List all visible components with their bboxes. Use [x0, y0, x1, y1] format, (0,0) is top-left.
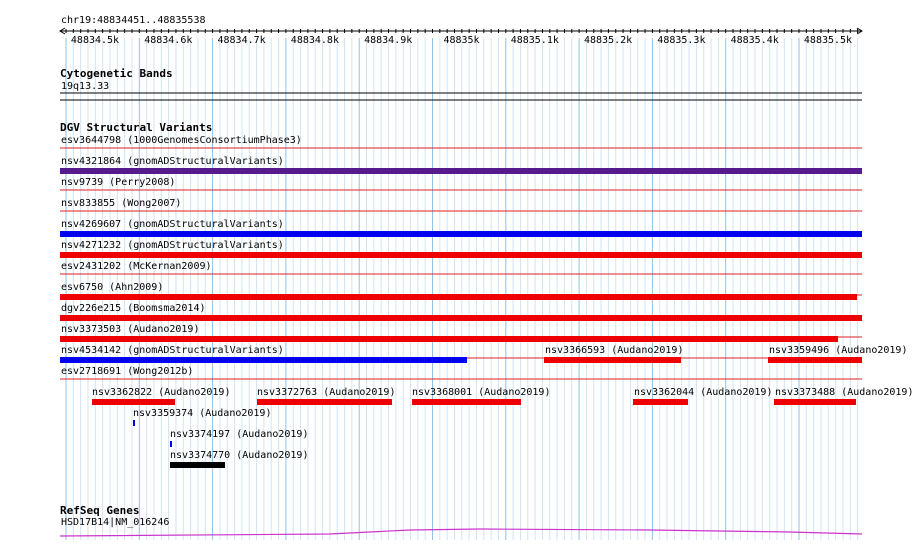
- dgv-variant-bar: [170, 462, 225, 468]
- dgv-feature-label[interactable]: nsv3359496 (Audano2019): [769, 345, 908, 356]
- dgv-row-label[interactable]: nsv4269607 (gnomADStructuralVariants): [61, 219, 284, 230]
- dgv-feature-label[interactable]: nsv3359374 (Audano2019): [133, 408, 272, 419]
- ruler-tick-label: 48835.3k: [657, 35, 706, 46]
- dgv-variant-bar: [170, 441, 172, 447]
- dgv-row-label[interactable]: esv2431202 (McKernan2009): [61, 261, 212, 272]
- dgv-variant-bar: [60, 294, 857, 300]
- dgv-feature-label[interactable]: nsv3362044 (Audano2019): [634, 387, 773, 398]
- dgv-row-label[interactable]: nsv4271232 (gnomADStructuralVariants): [61, 240, 284, 251]
- dgv-row-label[interactable]: dgv226e215 (Boomsma2014): [61, 303, 206, 314]
- ruler-tick-label: 48835.5k: [803, 35, 853, 46]
- dgv-row-label[interactable]: esv2718691 (Wong2012b): [61, 366, 194, 377]
- ruler-tick-label: 48835k: [443, 35, 480, 46]
- ruler-tick-label: 48834.9k: [364, 35, 413, 46]
- dgv-variant-bar: [257, 399, 392, 405]
- dgv-variant-bar: [133, 420, 135, 426]
- ruler-tick-label: 48835.4k: [730, 35, 779, 46]
- dgv-feature-label[interactable]: nsv3366593 (Audano2019): [545, 345, 684, 356]
- dgv-row-label[interactable]: esv6750 (Ahn2009): [61, 282, 164, 293]
- dgv-variant-bar: [768, 357, 862, 363]
- refseq-track-title: RefSeq Genes: [60, 504, 140, 517]
- dgv-variant-bar: [60, 357, 467, 363]
- ruler-tick-label: 48835.1k: [510, 35, 559, 46]
- dgv-variant-bar: [92, 399, 175, 405]
- dgv-feature-label[interactable]: nsv3362822 (Audano2019): [92, 387, 231, 398]
- dgv-variant-bar: [544, 357, 681, 363]
- refseq-track[interactable]: [60, 529, 862, 536]
- dgv-variant-bar: [774, 399, 856, 405]
- dgv-row-label[interactable]: nsv4321864 (gnomADStructuralVariants): [61, 156, 284, 167]
- ruler-tick-label: 48834.7k: [217, 35, 266, 46]
- dgv-row-label[interactable]: esv3644798 (1000GenomesConsortiumPhase3): [61, 135, 302, 146]
- dgv-feature-label[interactable]: nsv3368001 (Audano2019): [412, 387, 551, 398]
- refseq-gene-line: [60, 529, 862, 536]
- dgv-row-label[interactable]: nsv9739 (Perry2008): [61, 177, 176, 188]
- ruler-tick-label: 48834.6k: [144, 35, 193, 46]
- dgv-feature-label[interactable]: nsv3372763 (Audano2019): [257, 387, 396, 398]
- dgv-variant-bar: [412, 399, 521, 405]
- ruler-axis: [60, 28, 862, 34]
- dgv-row-label[interactable]: nsv4534142 (gnomADStructuralVariants): [61, 345, 284, 356]
- dgv-variant-bar: [60, 315, 862, 321]
- dgv-row-label[interactable]: nsv3373503 (Audano2019): [61, 324, 200, 335]
- dgv-row-label[interactable]: nsv833855 (Wong2007): [61, 198, 182, 209]
- cytoband-track: [60, 93, 862, 100]
- cytoband-track-title: Cytogenetic Bands: [60, 67, 173, 80]
- cytoband-label[interactable]: 19q13.33: [61, 81, 110, 92]
- ruler-tick-label: 48834.5k: [70, 35, 120, 46]
- dgv-variant-bar: [60, 336, 838, 342]
- dgv-variant-bar: [60, 168, 862, 174]
- ruler-tick-label: 48835.2k: [584, 35, 633, 46]
- dgv-feature-label[interactable]: nsv3373488 (Audano2019): [775, 387, 913, 398]
- dgv-variant-bar: [60, 252, 862, 258]
- region-label: chr19:48834451..48835538: [61, 15, 206, 26]
- refseq-gene-label[interactable]: HSD17B14|NM_016246: [61, 517, 170, 528]
- dgv-track-title: DGV Structural Variants: [60, 121, 213, 134]
- dgv-variant-bar: [633, 399, 688, 405]
- ruler-tick-label: 48834.8k: [290, 35, 339, 46]
- dgv-feature-label[interactable]: nsv3374197 (Audano2019): [170, 429, 309, 440]
- dgv-variant-bar: [60, 231, 862, 237]
- dgv-feature-label[interactable]: nsv3374770 (Audano2019): [170, 450, 309, 461]
